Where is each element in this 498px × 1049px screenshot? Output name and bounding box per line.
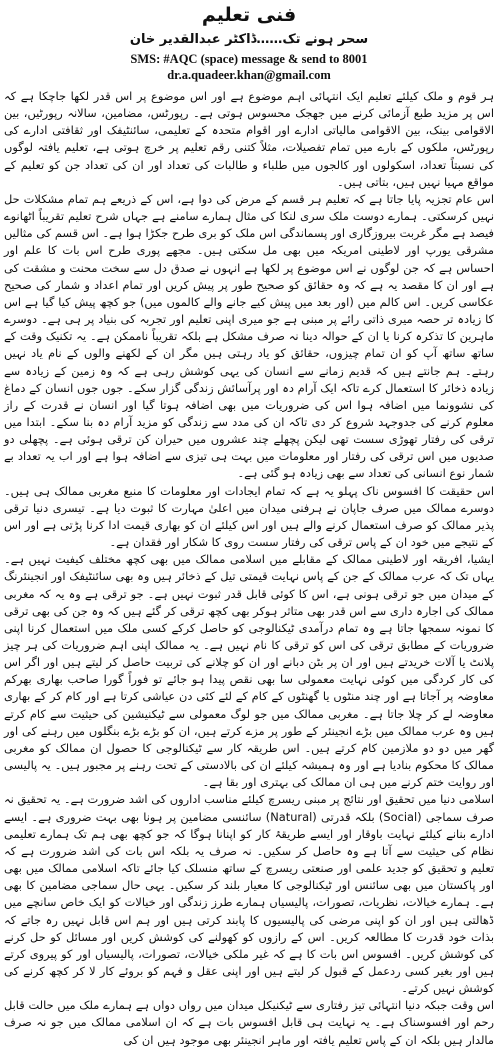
article-byline: سحر ہونے تک……ڈاکٹر عبدالقدیر خان [129, 32, 369, 47]
paragraph-6: اس وقت جبکہ دنیا انتہائی تیز رفتاری سے ٹیکنیکل میدان میں رواں دواں ہے ہمارے ملک میں حالت قابل رحم اور افسوسناک ہے۔ یہ نہایت ہی قابل افسوس بات ہے کہ ان اسلامی ممالک میں جو نہ صرف مالدار ہیں بلکہ ان کے پاس تعلیم یافتہ اور ماہر انجینئر بھی موجود ہیں ان کی [4, 998, 494, 1047]
paragraph-4: ایشیا، افریقہ اور لاطینی ممالک کے مقابلے میں اسلامی ممالک میں بھی کچھ مختلف کیفیت نہیں ہے۔ یہاں تک کہ عرب ممالک کے جن کے پاس نہایت قیمتی تیل کے ذخائر ہیں وہ بھی سائنٹیفک اور انجینئرنگ کے میدان میں جو ترقی ہونی ہے، اس کا کوئی قابل قدر ثبوت نہیں ہے۔ جو ترقی ہے وہ یہ کہ مغربی ممالک کی اجارہ داری سے اس قدر بھی متاثر ہوکر بھی کچھ ترقی کر گئے ہیں کہ وہ جن کی بھی ترقی کا نمونہ سمجھا جاتا ہے وہ تمام درآمدی ٹیکنالوجی کو حاصل کرکے کسی ملک میں استعمال کرنا اپنی ضروریات کے مطابق ترقی کی اس کو ترقی کا نام نہیں ہے۔ یہ ممالک اپنی اہم ضروریات کی ہر چیز پلانٹ یا آلات خریدتے ہیں اور ان پر بٹن دبانے اور ان کو چلانے کی تربیت حاصل کر لیتے ہیں اور اگر اس کی کار کردگی میں کوئی نہایت معمولی سا بھی نقص پیدا ہو جائے تو فوراً گورا صاحب بھاری بھرکم معاوضہ پر آجاتا ہے اور چند منٹوں یا گھنٹوں کے کام کے لئے کئی دن عیاشی کرتا ہے اور کام کر کے بھاری معاوضہ لے کر چلا جاتا ہے۔ مغربی ممالک میں جو لوگ معمولی سے ٹیکنیشین کی حیثیت سے کام کرتے ہیں وہ عرب ممالک میں بڑے انجینئر کے طور پر مزے کرتے ہیں، ان کو بڑے بڑے بنگلوں میں رہنے کی اور گھر میں دو دو ملازمین کام کرتے ہیں۔ اس طریقہ کار سے ٹیکنالوجی کا حصول ان ممالک کو مغربی ممالک کا محکوم بنادیا ہے اور وہ ہمیشہ کیلئے ان کی بالادستی کے تحت رہنے پر مجبور ہیں۔ یہ پالیسی اور روایت ختم کرنے میں ہی ان ممالک کی بہتری اور بقا ہے۔ [4, 552, 494, 790]
sms-line: SMS: #AQC (space) message & send to 8001 [130, 52, 368, 66]
paragraph-1: ہر قوم و ملک کیلئے تعلیم ایک انتہائی اہم موضوع ہے اور اس موضوع پر اس قدر لکھا جاچکا ہے کہ اس پر مزید طبع آزمائی کرنے میں جھجک محسوس ہوتی ہے۔ رپورٹس، مضامین، سالانہ رپورٹیں، بین الاقوامی بینک، بین الاقوامی مالیاتی ادارے اور اقوام متحدہ کے تعلیمی، سائنٹیفک اور ثقافتی ادارے کی رپورٹس، ملکوں کے بارے میں تمام تفصیلات، مثلاً کتنی رقم تعلیم پر خرچ ہوتی ہے، تعلیم یافتہ لوگوں کی نسبتاً تعداد، اسکولوں اور کالجوں میں طلباء و طالبات کی تعداد اور ان کی تعداد جن کو تعلیم کے مواقع مہیا نہیں ہیں، بتاتی ہیں۔ [4, 89, 494, 189]
article-body [4, 88, 495, 1047]
author-email: dr.a.quadeer.khan@gmail.com [167, 68, 331, 82]
paragraph-2: اس عام تجزیہ پایا جاتا ہے کہ تعلیم ہر قسم کے مرض کی دوا ہے، اس کے ذریعے ہم تمام مشکلات حل نہیں کرسکتی۔ ہمارے دوست ملک سری لنکا کی مثال ہمارے سامنے ہے جہاں شرح تعلیم تقریباً اٹھانوے فیصد ہے مگر غربت بیروزگاری اور پسماندگی اس ملک کو بری طرح جکڑا ہوا ہے۔ اس قسم کی مثالیں مشرقی یورپ اور لاطینی امریکہ میں بھی مل سکتی ہیں۔ مجھے پوری طرح اس بات کا علم اور احساس ہے کہ جن لوگوں نے اس موضوع پر لکھا ہے انہوں نے صدق دل سے سخت محنت و مشقت کی ہے اور ان کا مقصد یہ ہے کہ وہ حقائق کو صحیح طور پر پیش کریں اور تمام اعداد و شمار کی صحیح عکاسی کریں۔ اس کالم میں (اور بعد میں پیش کیے جانے والے کالموں میں) جو کچھ پیش کیا گیا ہے اس کا زیادہ تر حصہ میری ذاتی رائے پر مبنی ہے جو میری اپنی تعلیم اور تجربہ کی بنیاد پر ہی ہے۔ دوسرے ماہرین کا تذکرہ کرنا یا ان کے حوالہ دینا نہ صرف مشکل ہے بلکہ تقریباً ناممکن ہے۔ یہ تکنیک وقت کے ساتھ ساتھ آپ کو ان تمام چیزوں، حقائق کو یاد رہتی ہیں مگر ان کے لکھنے والوں کے نام یاد نہیں رہتے۔ ہم جانتے ہیں کہ قدیم زمانے سے انسان کی یہی کوشش رہی ہے کہ وہ زمین کے زیادہ سے زیادہ ذخائر کا استعمال کرے تاکہ ایک آرام دہ اور پرآسائش زندگی گزار سکے۔ جوں جوں انسان کے دماغ کی نشوونما میں اضافہ ہوا اس کی ضروریات میں بھی اضافہ ہوتا گیا اور انسان نے قدرت کے راز معلوم کرنے کی جدوجہد شروع کر دی تاکہ ان کی مدد سے زندگی کو مزید آرام دہ بنا سکے۔ ابتدا میں ترقی کی رفتار تھوڑی سست تھی لیکن پچھلے چند عشروں میں حیران کن ترقی ہوئی ہے۔ پچھلی دو صدیوں میں اس ترقی کی رفتار اور معلومات میں بہت ہی تیزی سے اضافہ ہوا ہے اور اب یہ تعداد بے شمار نوع انسانی کی تعداد سے بھی زیادہ ہو گئی ہے۔ [4, 191, 494, 481]
paragraph-5: اسلامی دنیا میں تحقیق اور نتائج پر مبنی ریسرچ کیلئے مناسب اداروں کی اشد ضرورت ہے۔ یہ تحقیق نہ صرف سماجی (Social) بلکہ قدرتی (Natural) سائنسی مضامین پر ہونا بھی بہت ضروری ہے۔ ایسے ادارے بنانے کیلئے نہایت باوقار اور ایسے طریقۂ کار کو اپنانا ہوگا کہ جو کچھ بھی ہم تک ہمارے تعلیمی نظام کی حیثیت سے آتا ہے وہ حاصل کر سکیں۔ نہ صرف یہ بلکہ اس بات کی اشد ضرورت ہے کہ تعلیم و تحقیق کو جدید علمی اور صنعتی ریسرچ کے ساتھ منسلک کیا جائے تاکہ اسلامی ممالک میں بھی اور پاکستان میں بھی سائنس اور ٹیکنالوجی کا معیار بلند کر سکیں۔ یہی حال سماجی مضامین کا بھی ہے۔ ہمارے خیالات، نظریات، تصورات، پالیسیاں ہمارے طرز زندگی اور خیالات کو ایک خاص سانچے میں ڈھالتی ہیں اور ان کو اپنی مرضی کی پالیسیوں کا پابند کرتی ہیں اور ہم اس قابل نہیں رہ جاتے کہ بذات خود قدرت کا مطالعہ کریں۔ اس کے رازوں کو کھولنے کی کوشش کریں اور مسائل کو حل کرنے کی کوشش کریں۔ افسوس اس بات کا ہے کہ غیر ملکی خیالات، تصورات، پالیسیاں اور کو پیروی کرتے ہیں اور بغیر کسی ردعمل کے قبول کر لیتے ہیں اور اپنی عقل و فہم کو بروئے کار لا کر کچھ کرنے کی کوشش نہیں کرتے۔ [4, 792, 495, 996]
article-title: فنی تعلیم [201, 4, 297, 26]
paragraph-3: اس حقیقت کا افسوس ناک پہلو یہ ہے کہ تمام ایجادات اور معلومات کا منبع مغربی ممالک ہی ہیں۔ دوسرے ممالک میں صرف جاپان نے ہرفنی میدان میں اعلیٰ مہارت کا ثبوت دیا ہے۔ تیسری دنیا ترقی پذیر ممالک کو صرف استعمال کرنے والے ہیں اور اس کیلئے ان کو بھاری قیمت ادا کرنا پڑتی ہے اور اس کے نتیجے میں خود ان کے پاس ترقی کی رفتار سست روی کا شکار اور فقدان ہے۔ [4, 483, 494, 550]
